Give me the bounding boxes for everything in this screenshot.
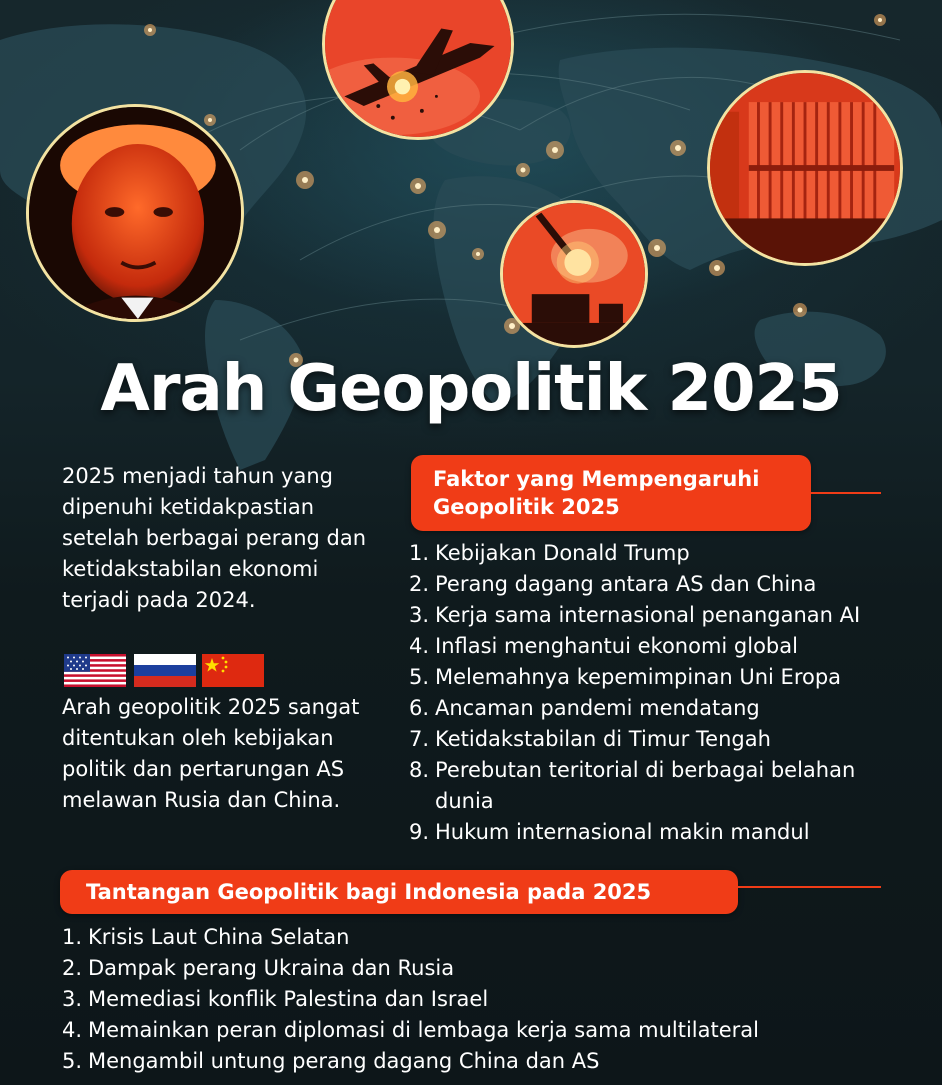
- challenges-heading-rule: [738, 886, 881, 888]
- flag-russia: [134, 654, 196, 687]
- list-item: 1. Kebijakan Donald Trump: [409, 541, 690, 565]
- list-item: 2. Dampak perang Ukraina dan Rusia: [62, 956, 455, 980]
- portrait-photo: [26, 104, 244, 322]
- missile-launch-photo: [500, 200, 648, 348]
- factors-list: [409, 538, 909, 848]
- list-item: 5. Melemahnya kepemimpinan Uni Eropa: [409, 665, 842, 689]
- factors-heading-rule: [811, 492, 881, 494]
- list-item: 9. Hukum internasional makin mandul: [409, 820, 810, 844]
- flag-usa: [64, 654, 126, 687]
- intro-paragraph-2: Arah geopolitik 2025 sangat ditentukan oleh kebijakan politik dan pertarungan AS melawan Rusia dan China.: [62, 695, 360, 812]
- list-item: 3. Memediasi konflik Palestina dan Israel: [62, 987, 489, 1011]
- shipping-container-photo: [707, 70, 903, 266]
- page-title: Arah Geopolitik 2025: [100, 352, 842, 426]
- list-item: 2. Perang dagang antara AS dan China: [409, 572, 817, 596]
- list-item: 1. Krisis Laut China Selatan: [62, 925, 350, 949]
- challenges-list: [62, 922, 922, 1077]
- list-item: 4. Memainkan peran diplomasi di lembaga kerja sama multilateral: [62, 1018, 759, 1042]
- flag-china: [202, 654, 264, 687]
- challenges-heading: Tantangan Geopolitik bagi Indonesia pada 2025: [60, 870, 738, 914]
- list-item: 7. Ketidakstabilan di Timur Tengah: [409, 727, 771, 751]
- factors-heading: Faktor yang Mempengaruhi Geopolitik 2025: [411, 455, 811, 531]
- list-item: 3. Kerja sama internasional penanganan AI: [409, 603, 861, 627]
- list-item: 5. Mengambil untung perang dagang China dan AS: [62, 1049, 600, 1073]
- list-item: 8. Perebutan teritorial di berbagai belahan dunia: [409, 758, 856, 813]
- list-item: 4. Inflasi menghantui ekonomi global: [409, 634, 798, 658]
- intro-paragraph: 2025 menjadi tahun yang dipenuhi ketidakpastian setelah berbagai perang dan ketidakstabilan ekonomi terjadi pada 2024.: [62, 464, 367, 612]
- list-item: 6. Ancaman pandemi mendatang: [409, 696, 760, 720]
